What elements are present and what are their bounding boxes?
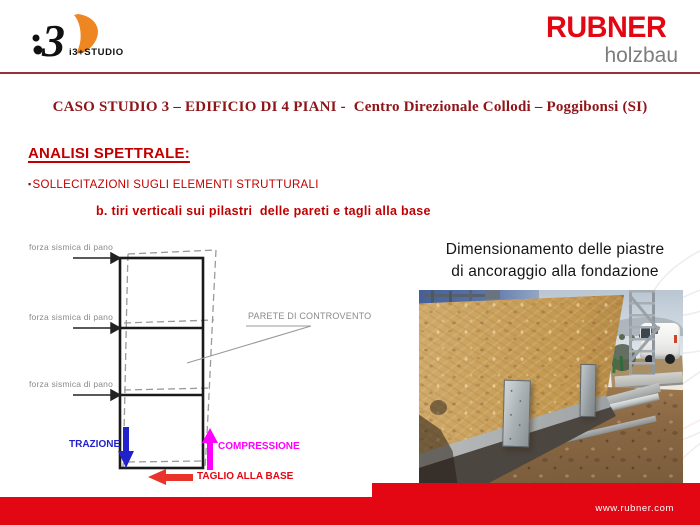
wall-outline — [120, 258, 203, 468]
seismic-force-label-1: forza sismica di pano — [29, 242, 114, 252]
seismic-force-label-3: forza sismica di pano — [29, 379, 114, 389]
van-wheel — [665, 354, 675, 364]
seismic-force-arrows — [73, 253, 120, 400]
sub-item-text: b. tiri verticali sui pilastri delle pareti e tagli alla base — [96, 204, 431, 218]
bullet-square-icon: ▪ — [28, 179, 32, 189]
rubner-division-wordmark: holzbau — [604, 44, 678, 67]
construction-site-photo — [419, 290, 683, 483]
photo-scaffold-tower — [626, 290, 662, 375]
logo-numeral: 3 — [42, 15, 65, 62]
compression-label: COMPRESSIONE — [218, 441, 300, 452]
seismic-force-label-2: forza sismica di pano — [29, 312, 114, 322]
photo-scaffold-silhouette — [469, 290, 472, 302]
i3-studio-logo — [28, 10, 148, 62]
bullet-item-text: SOLLECITAZIONI SUGLI ELEMENTI STRUTTURALI — [32, 179, 319, 191]
i3-studio-logo-text: i3+STUDIO — [69, 47, 124, 58]
photo-caption-line1: Dimensionamento delle piastre — [445, 241, 665, 258]
footer-website-url: www.rubner.com — [595, 503, 674, 514]
photo-photographer-shadow — [430, 400, 447, 415]
header-divider-line — [0, 72, 700, 74]
rubner-logo — [546, 13, 678, 66]
base-shear-label: TAGLIO ALLA BASE — [197, 471, 294, 482]
van-red-marking — [674, 335, 677, 343]
tension-label: TRAZIONE — [69, 439, 121, 450]
photo-scaffold-silhouette — [485, 290, 500, 299]
bracing-wall-label: PARETE DI CONTROVENTO — [248, 311, 372, 321]
wall-label-leader-line — [187, 326, 311, 363]
compression-arrow — [202, 428, 218, 470]
shear-wall-diagram — [25, 240, 397, 492]
photo-scaffold-silhouette — [431, 290, 434, 303]
photo-anchor-plate-small — [580, 364, 597, 417]
shear-wall-diagram-graphics — [25, 240, 397, 492]
rubner-wordmark: RUBNER — [546, 11, 667, 44]
photo-caption-line2: di ancoraggio alla fondazione — [451, 263, 659, 280]
base-shear-arrow — [148, 469, 193, 485]
slide-title: CASO STUDIO 3 – EDIFICIO DI 4 PIANI - Centro Direzionale Collodi – Poggibonsi (SI) — [52, 99, 648, 115]
photo-anchor-plate-large — [502, 380, 531, 448]
logo-dot-upper — [33, 35, 40, 42]
bullet-item — [28, 179, 319, 191]
photo-tree-line — [619, 334, 625, 340]
photo-scaffold-silhouette — [449, 291, 452, 303]
section-heading: ANALISI SPETTRALE: — [28, 145, 190, 162]
